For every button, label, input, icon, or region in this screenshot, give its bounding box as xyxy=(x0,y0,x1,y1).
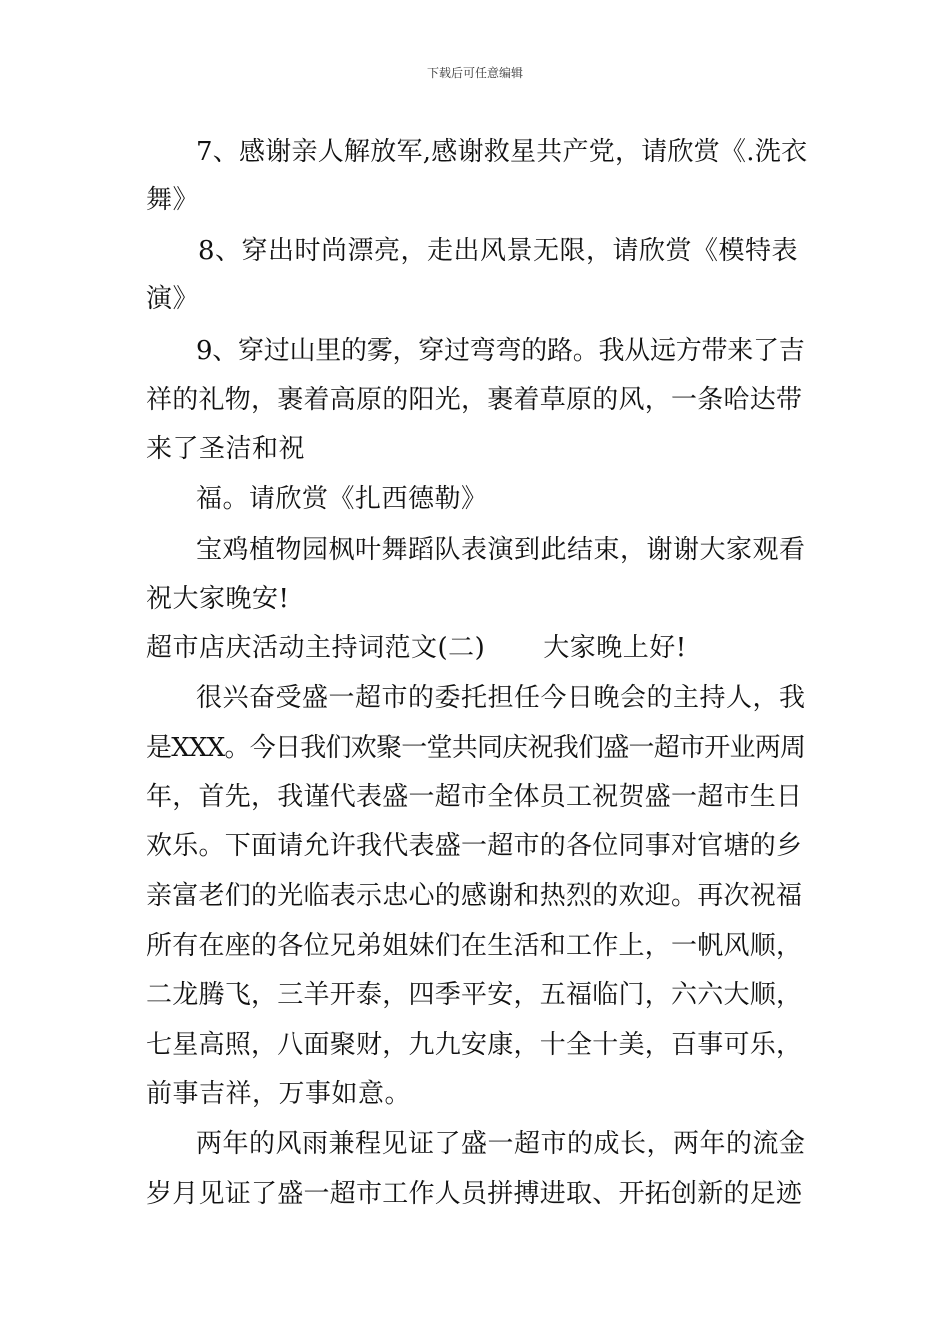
text-line: 是XXX。今日我们欢聚一堂共同庆祝我们盛一超市开业两周 xyxy=(146,733,806,763)
text-line: 7、感谢亲人解放军,感谢救星共产党，请欣赏《.洗衣 xyxy=(196,137,808,167)
section-title: 超市店庆活动主持词范文(二) xyxy=(146,633,486,663)
text-line: 所有在座的各位兄弟姐妹们在生活和工作上，一帆风顺， xyxy=(146,931,803,961)
text-line: 9、穿过山里的雾，穿过弯弯的路。我从远方带来了吉 xyxy=(196,336,805,366)
text-line: 岁月见证了盛一超市工作人员拼搏进取、开拓创新的足迹 xyxy=(146,1179,803,1209)
text-line: 前事吉祥，万事如意。 xyxy=(146,1079,412,1109)
greeting: 大家晚上好! xyxy=(543,633,687,663)
text-line: 年，首先，我谨代表盛一超市全体员工祝贺盛一超市生日 xyxy=(146,782,803,812)
page-header: 下载后可任意编辑 xyxy=(426,66,523,80)
text-line: 祥的礼物，裹着高原的阳光，裹着草原的风，一条哈达带 xyxy=(146,385,803,415)
text-line: 宝鸡植物园枫叶舞蹈队表演到此结束，谢谢大家观看 xyxy=(196,535,806,565)
text-line: 七星高照，八面聚财，九九安康，十全十美，百事可乐， xyxy=(146,1030,803,1060)
text-line: 祝大家晚安! xyxy=(146,584,290,614)
text-line: 来了圣洁和祝 xyxy=(146,434,306,464)
text-line: 舞》 xyxy=(146,185,200,215)
text-line: 两年的风雨兼程见证了盛一超市的成长，两年的流金 xyxy=(196,1129,806,1159)
text-line: 二龙腾飞，三羊开泰，四季平安，五福临门，六六大顺， xyxy=(146,980,803,1010)
text-line: 演》 xyxy=(146,284,200,314)
text-line: 欢乐。下面请允许我代表盛一超市的各位同事对官塘的乡 xyxy=(146,831,803,861)
section-heading xyxy=(146,633,687,663)
text-line: 8、穿出时尚漂亮，走出风景无限，请欣赏《模特表 xyxy=(198,236,799,266)
text-line: 很兴奋受盛一超市的委托担任今日晚会的主持人，我 xyxy=(196,683,806,713)
text-line: 亲富老们的光临表示忠心的感谢和热烈的欢迎。再次祝福 xyxy=(146,881,803,911)
text-line: 福。请欣赏《扎西德勒》 xyxy=(196,484,488,514)
